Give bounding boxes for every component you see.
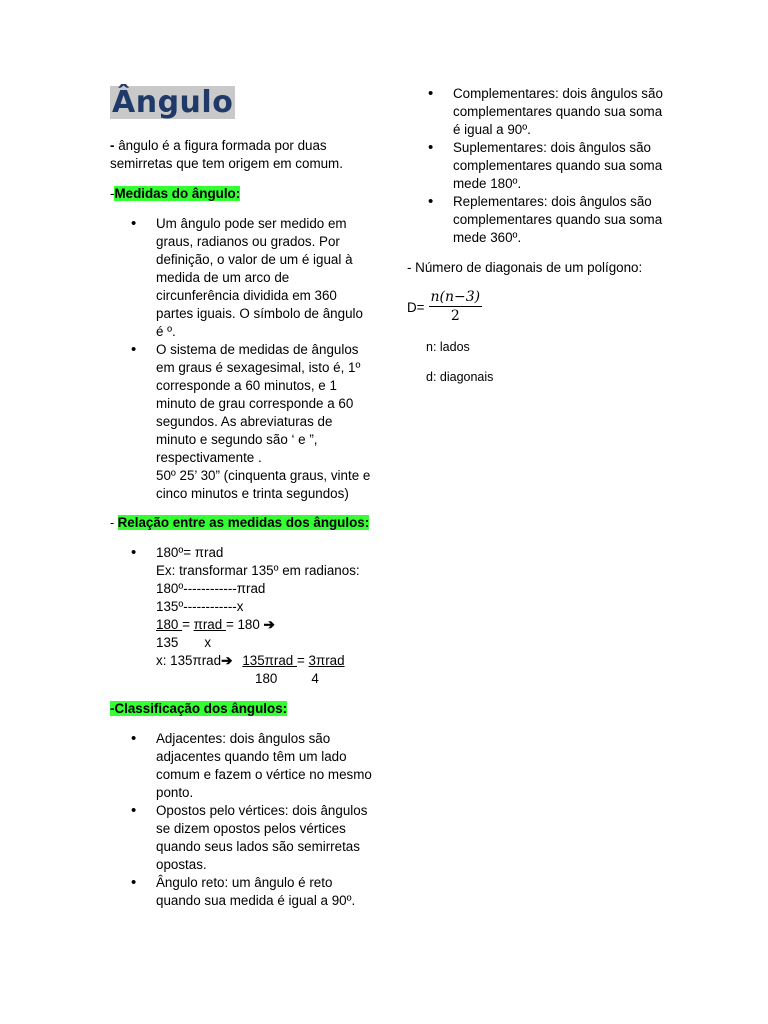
classificacao-heading bbox=[110, 700, 287, 718]
medidas-list bbox=[110, 215, 372, 503]
list-item: • Adjacentes: dois ângulos são adjacentes quando têm um lado comum e fazem o vértice no mesmo ponto. bbox=[110, 730, 372, 802]
list-item: • Replementares: dois ângulos são complementares quando sua soma mede 360º. bbox=[407, 193, 665, 247]
list-item: • Complementares: dois ângulos são complementares quando sua soma é igual a 90º. bbox=[407, 85, 665, 139]
relacao-line bbox=[156, 634, 372, 652]
relacao-list bbox=[110, 544, 372, 688]
list-item bbox=[110, 341, 372, 503]
intro-dash: - bbox=[110, 138, 115, 153]
formula-numerator: n(n−3) bbox=[430, 289, 481, 305]
classificacao-list bbox=[110, 730, 372, 910]
relacao-line: 135º------------x bbox=[156, 599, 244, 614]
fraction-numerator: 3πrad bbox=[308, 653, 345, 668]
relacao-heading-text: Relação entre as medidas dos ângulos: bbox=[117, 515, 370, 530]
fraction-denominator: 180 bbox=[255, 671, 278, 686]
intro-paragraph bbox=[110, 137, 372, 173]
medidas-heading bbox=[110, 185, 240, 203]
relacao-line: Ex: transformar 135º em radianos: bbox=[156, 563, 360, 578]
arrow-icon: ➔ bbox=[263, 617, 275, 632]
equals-text: = 180 bbox=[225, 617, 264, 632]
fraction-denominator: x bbox=[204, 635, 212, 650]
relacao-text: x: 135πrad bbox=[156, 653, 222, 668]
relacao-line bbox=[156, 652, 372, 670]
list-item-text: O sistema de medidas de ângulos em graus é sexagesimal, isto é, 1º corresponde a 60 minutos, e 1 minuto de grau corresponde a 60 segundos. As abreviaturas de minuto e segundo são ‘ e ”, respectivamente . bbox=[156, 342, 361, 465]
fraction-denominator: 4 bbox=[311, 671, 319, 686]
formula-label: D= bbox=[407, 299, 425, 315]
list-item: • Ângulo reto: um ângulo é reto quando sua medida é igual a 90º. bbox=[110, 874, 372, 910]
relacao-line: 180º------------πrad bbox=[156, 581, 266, 596]
angle-example: 50º 25’ 30” (cinquenta graus, vinte e cinco minutos e trinta segundos) bbox=[156, 468, 371, 501]
diagonal-formula bbox=[407, 289, 482, 325]
arrow-icon: ➔ bbox=[221, 653, 233, 668]
list-item: • Opostos pelo vértices: dois ângulos se dizem opostos pelos vértices quando seus lados são semirretas opostas. bbox=[110, 802, 372, 874]
classificacao-heading-text: -Classificação dos ângulos: bbox=[110, 701, 288, 716]
relacao-prefix: - bbox=[110, 516, 118, 530]
list-item bbox=[110, 544, 372, 688]
equals-sign: = bbox=[182, 617, 194, 632]
formula-fraction bbox=[429, 289, 483, 325]
medidas-heading-text: Medidas do ângulo: bbox=[114, 186, 241, 201]
n-definition: n: lados bbox=[426, 340, 470, 354]
fraction-numerator: 135πrad bbox=[242, 653, 297, 668]
page-title: Ângulo bbox=[112, 85, 234, 120]
fraction-numerator: 180 bbox=[156, 617, 183, 632]
relacao-line bbox=[156, 670, 372, 688]
diagonais-heading: - Número de diagonais de um polígono: bbox=[407, 260, 643, 275]
d-definition: d: diagonais bbox=[426, 370, 494, 384]
list-item: • Suplementares: dois ângulos são complementares quando sua soma mede 180º. bbox=[407, 139, 665, 193]
medidas-prefix: - bbox=[110, 186, 115, 201]
fraction-denominator: 135 bbox=[156, 635, 179, 650]
fraction-numerator: πrad bbox=[193, 617, 226, 632]
relacao-line: • 180º= πrad bbox=[156, 545, 224, 560]
relacao-line bbox=[156, 616, 372, 634]
list-item: • Um ângulo pode ser medido em graus, radianos ou grados. Por definição, o valor de um é igual à medida de um arco de circunferência dividida em 360 partes iguais. O símbolo de ângulo é º. bbox=[110, 215, 372, 341]
formula-denominator: 2 bbox=[450, 308, 460, 324]
equals-sign: = bbox=[296, 653, 309, 668]
relacao-heading bbox=[110, 514, 369, 532]
tipos-list bbox=[407, 85, 665, 247]
intro-text: ângulo é a figura formada por duas semirretas que tem origem em comum. bbox=[110, 138, 343, 171]
